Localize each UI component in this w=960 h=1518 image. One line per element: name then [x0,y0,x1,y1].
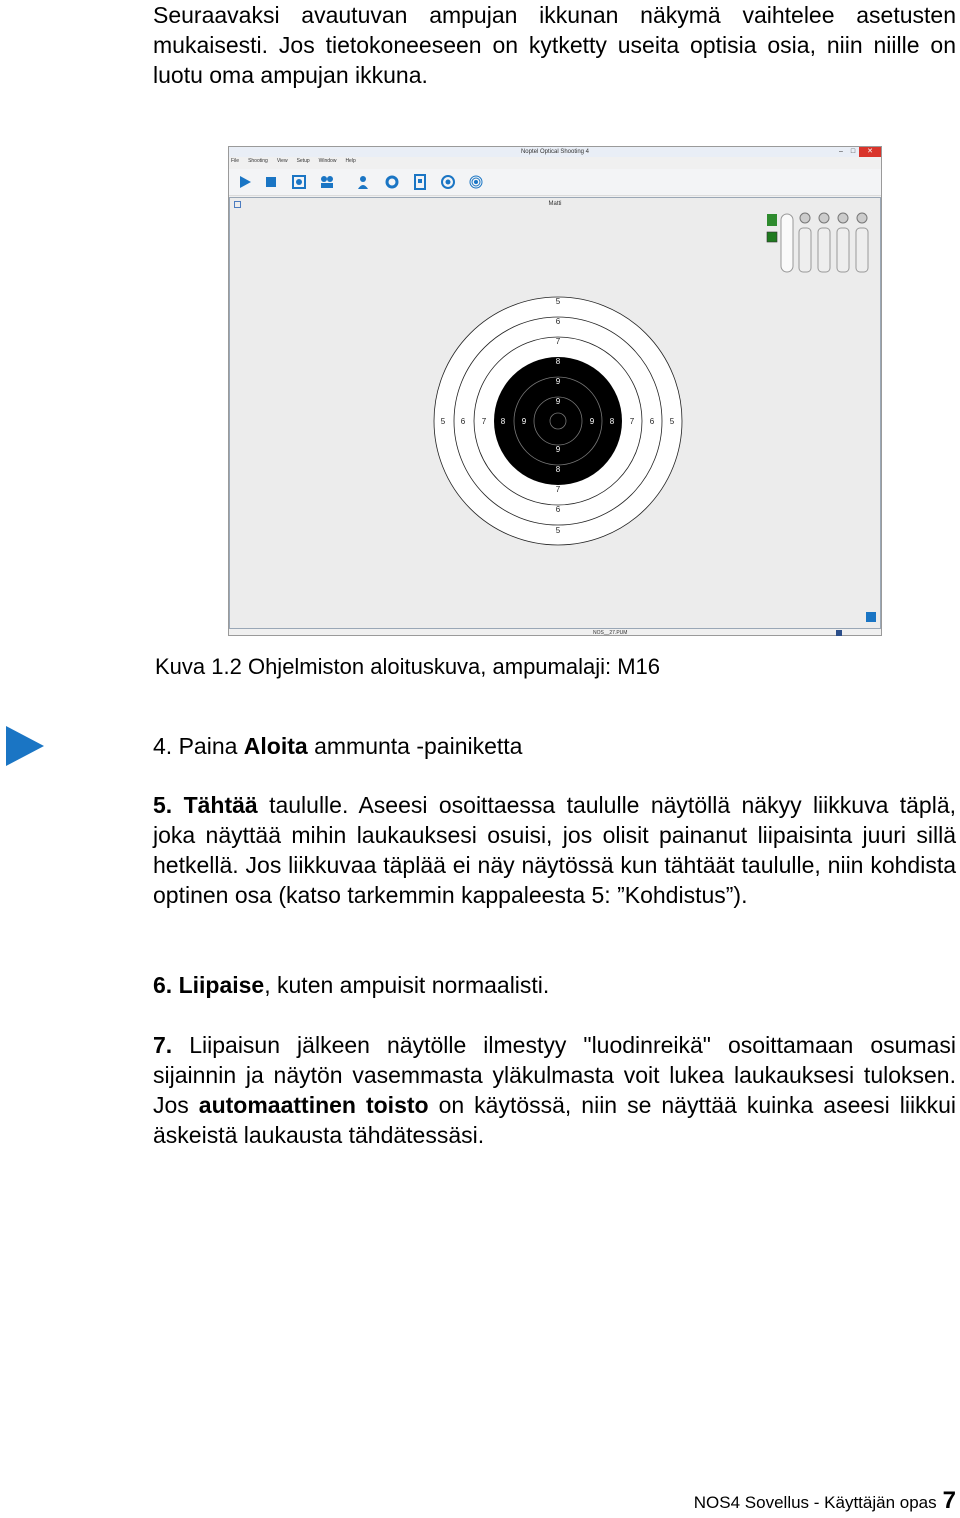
shot-slot [856,228,868,272]
shot-slot [818,228,830,272]
settings-icon[interactable] [384,174,400,190]
ring-label: 5 [669,417,675,426]
target-icon[interactable] [800,213,810,223]
ring-label: 7 [555,337,561,346]
app-menubar [231,157,356,166]
app-statusbar [229,629,881,637]
minimize-icon[interactable]: – [839,148,843,155]
step-number: 4. [153,733,173,759]
calibrate-icon[interactable] [291,174,307,190]
step-text: Paina [178,733,244,759]
ring-label: 9 [555,445,561,454]
target-icon[interactable] [819,213,829,223]
target-icon[interactable] [838,213,848,223]
step-number: 7. [153,1032,173,1058]
ring-label: 6 [460,417,466,426]
step-4 [153,731,956,761]
menu-setup[interactable]: Setup [296,158,310,164]
figure-caption: Kuva 1.2 Ohjelmiston aloituskuva, ampumalaji: M16 [155,654,661,679]
intro-paragraph: Seuraavaksi avautuvan ampujan ikkunan näkymä vaihtelee asetusten mukaisesti. Jos tietokoneeseen on kytketty useita optisia osia, niin niille on luotu oma ampujan ikkuna. [153,2,956,88]
refresh-icon[interactable] [857,213,867,223]
shot-slot [799,228,811,272]
play-icon[interactable] [237,174,253,190]
ring-label: 5 [555,526,561,535]
status-square-icon [866,612,876,622]
step-text: , kuten ampuisit normaalisti. [264,972,550,998]
maximize-icon[interactable]: □ [850,148,856,155]
ring-label: 8 [555,465,561,474]
shot-panel [765,210,881,276]
step-5 [153,790,956,910]
ring-label: 9 [521,417,527,426]
page-number: 7 [942,1487,956,1514]
step-number: 5. [153,792,173,818]
ring-label: 8 [609,417,615,426]
ring-label: 6 [555,505,561,514]
menu-help[interactable]: Help [345,158,356,164]
person-icon[interactable] [355,174,371,190]
step-bold: automaattinen toisto [198,1092,429,1118]
menu-shooting[interactable]: Shooting [248,158,268,164]
ring-label: 7 [555,485,561,494]
step-6 [153,970,956,1000]
status-filename: NOS__27.PUM [593,630,628,636]
ring-label: 7 [629,417,635,426]
ring-label: 5 [440,417,446,426]
target-alt-icon[interactable] [468,174,484,190]
shooting-target [430,293,686,549]
ring-label: 8 [555,357,561,366]
shot-slots [799,213,868,272]
ring-label: 6 [555,317,561,326]
footer-title: NOS4 Sovellus - Käyttäjän opas [693,1493,937,1512]
step-text: Liipaisun jälkeen näytölle ilmestyy "luodinreikä" osoittamaan osumasi sijainnin ja näytön vasemmasta yläkulmasta voit lukea laukauksesi tuloksen. Jos [153,1032,956,1118]
step-bold: Liipaise [178,972,265,998]
shot-bar [781,214,793,272]
step-text: ammunta -painiketta [307,733,523,759]
ring-label: 6 [649,417,655,426]
menu-file[interactable]: File [231,158,240,164]
step-number: 6. [153,972,173,998]
app-toolbar [229,169,881,196]
ring-label: 9 [555,397,561,406]
ring-label: 5 [555,297,561,306]
window-controls [835,147,881,157]
shooter-name: Matti [548,201,562,207]
app-title: Noptel Optical Shooting 4 [520,149,590,155]
status-light-icon [767,232,777,242]
menu-window[interactable]: Window [318,158,337,164]
play-arrow-icon [4,726,46,766]
ring-label: 9 [555,377,561,386]
shooter-figure-icon [767,214,777,226]
ring-label: 8 [500,417,506,426]
status-icon [836,630,842,636]
menu-view[interactable]: View [276,158,288,164]
ring-label: 7 [481,417,487,426]
document-icon[interactable] [412,174,428,190]
target-icon[interactable] [440,174,456,190]
shot-slot [837,228,849,272]
app-titlebar [229,147,881,157]
shooters-icon[interactable] [319,174,335,190]
step-text: taululle. Aseesi osoittaessa taululle näytöllä näkyy liikkuva täplä, joka näyttää mihin laukauksesi osuisi, jos olisit painanut liipaisinta juuri sillä hetkellä. Jos liikkuvaa täplää ei näy näytössä kun tähtäät taululle, niin kohdista optinen osa (katso tarkemmin kappaleesta 5: ”Kohdistus”). [153,792,956,908]
stop-icon[interactable] [263,174,279,190]
step-bold: Aloita [243,733,308,759]
step-7 [153,1030,956,1150]
page-footer [694,1486,956,1518]
step-bold: Tähtää [183,792,258,818]
app-screenshot [228,146,882,636]
step-text: on käytössä, niin se näyttää kuinka aseesi liikkui äskeistä laukausta tähdätessäsi. [153,1092,957,1148]
ring-label: 9 [589,417,595,426]
close-icon[interactable]: ✕ [859,147,881,157]
shooter-window [229,197,881,629]
